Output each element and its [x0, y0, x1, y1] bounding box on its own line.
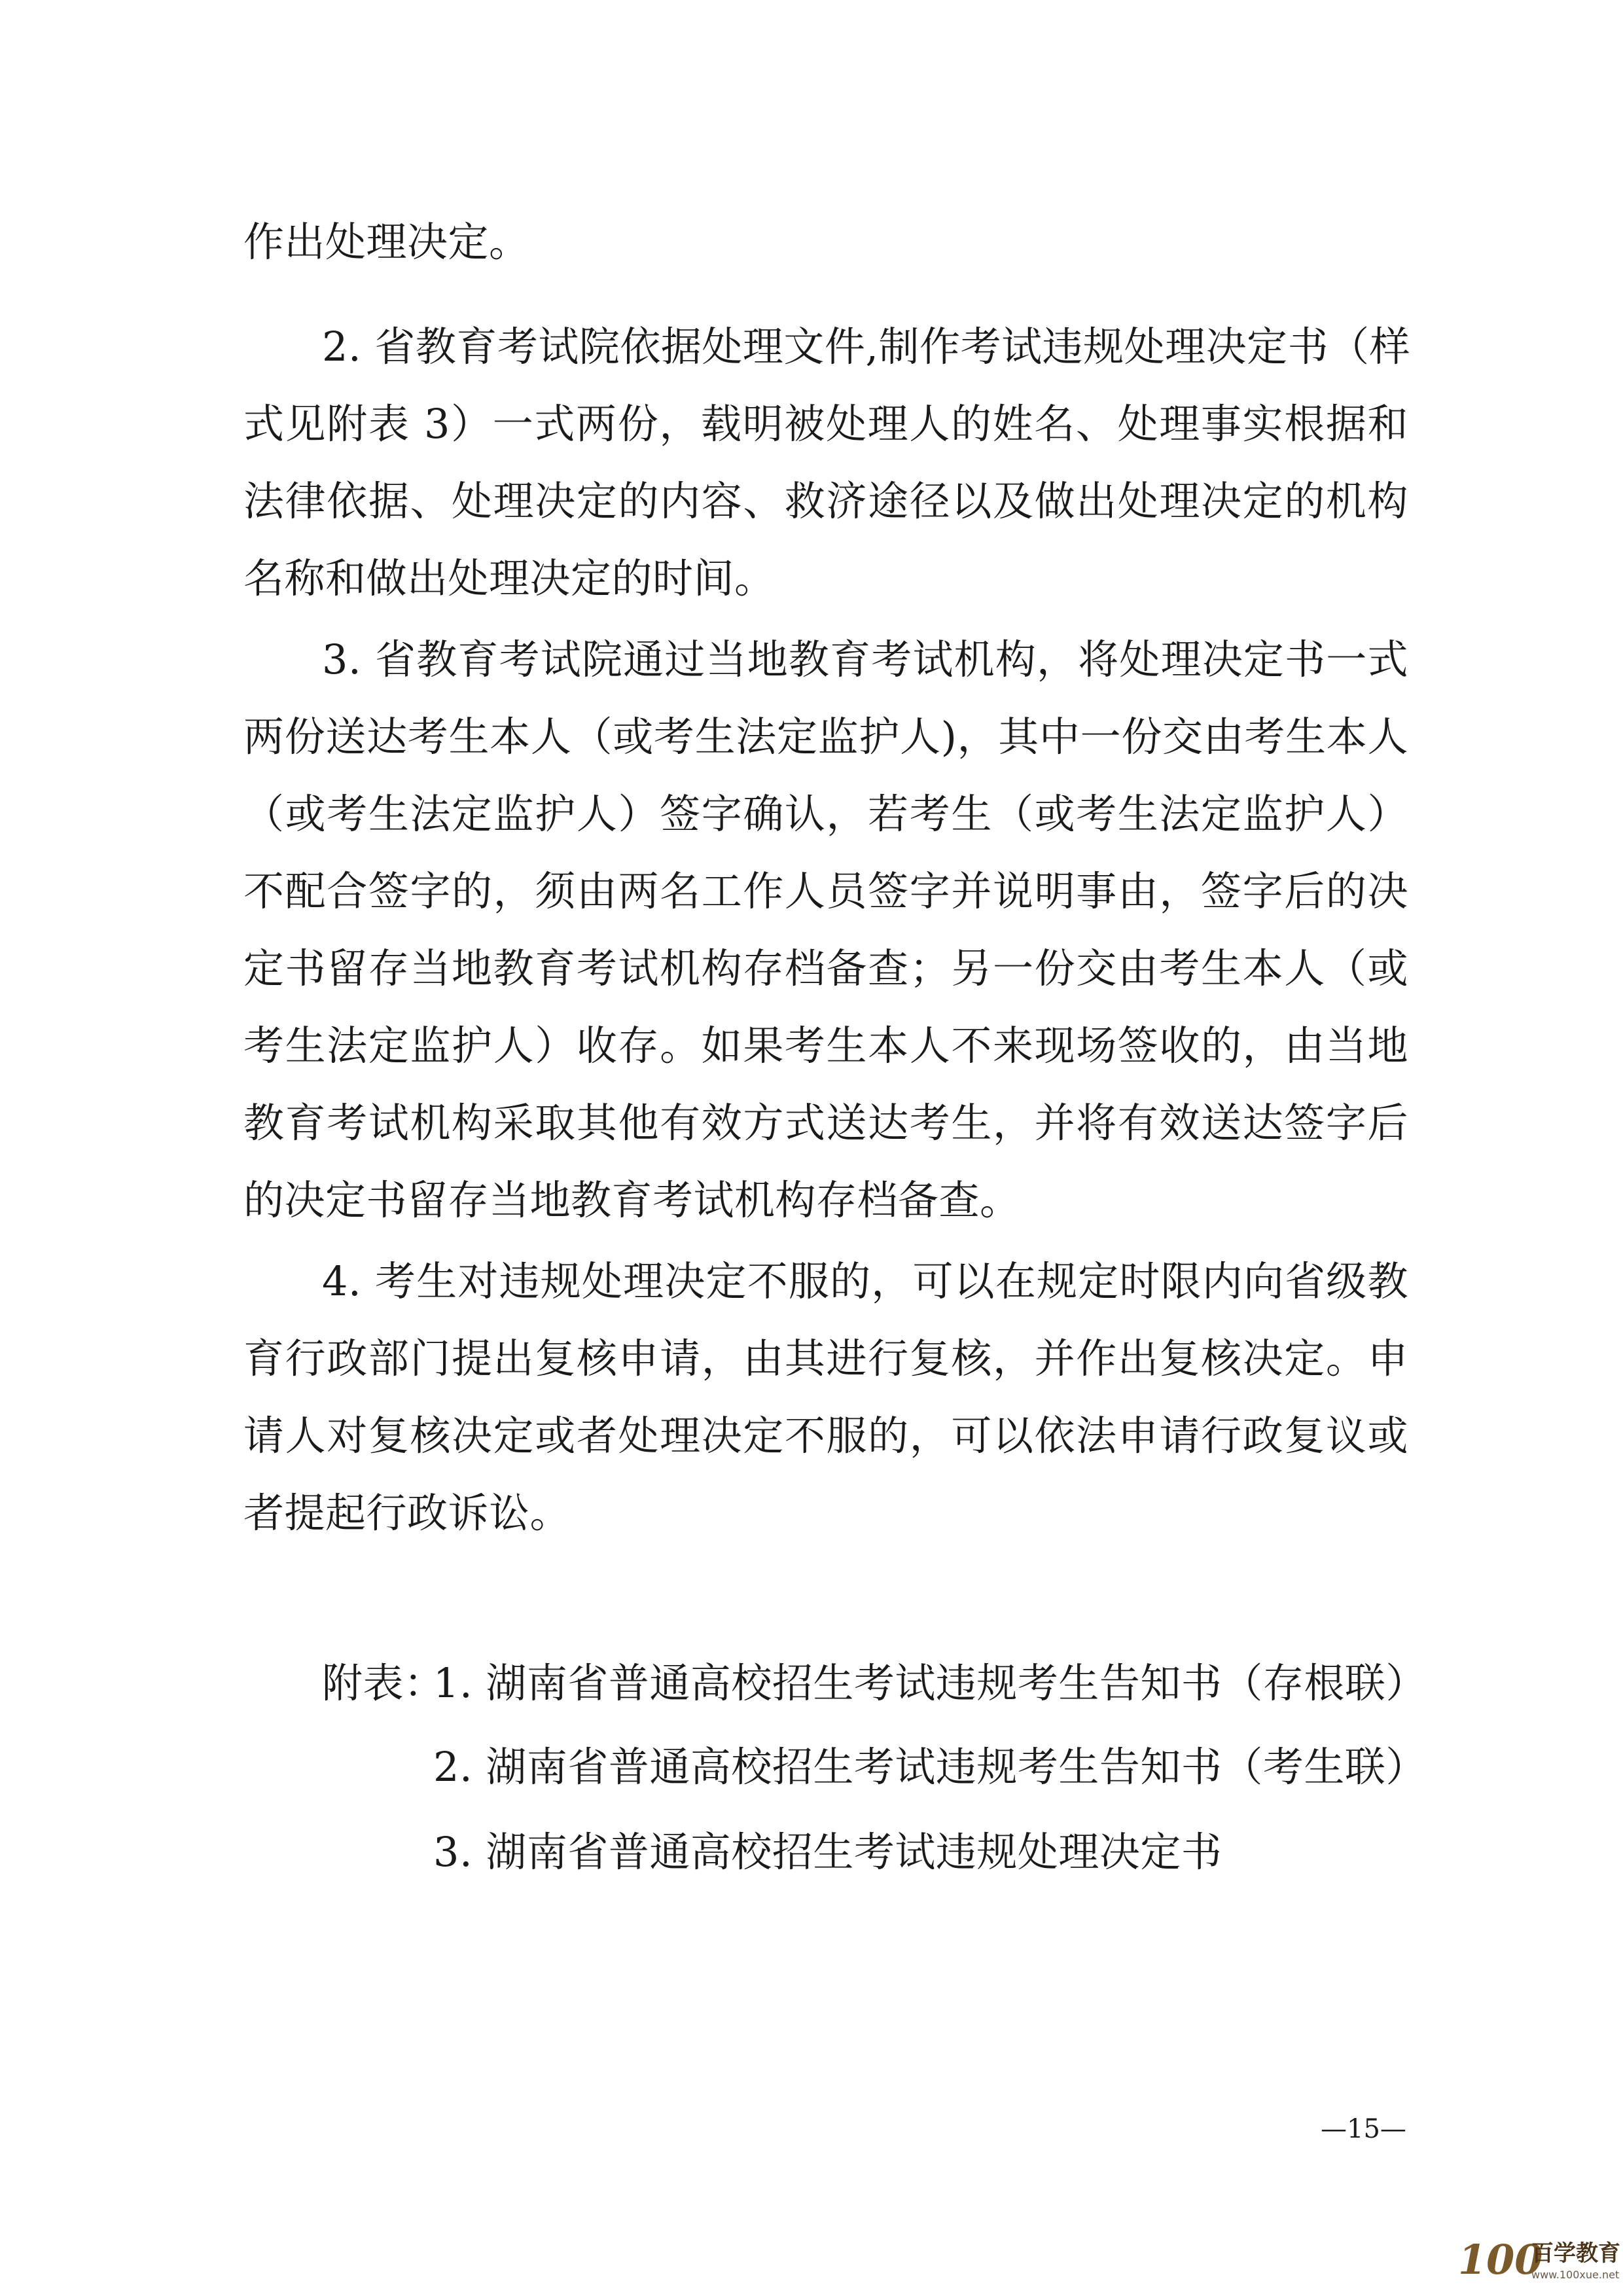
body-line-5: 名称和做出处理决定的时间。: [243, 554, 776, 602]
attachment-item-1: 1. 湖南省普通高校招生考试违规考生告知书（存根联）: [433, 1659, 1427, 1707]
body-line-16: 请人对复核决定或者处理决定不服的，可以依法申请行政复议或: [243, 1412, 1408, 1460]
body-line-12: 教育考试机构采取其他有效方式送达考生，并将有效送达签字后: [243, 1099, 1408, 1147]
attachment-item-2: 2. 湖南省普通高校招生考试违规考生告知书（考生联）: [433, 1743, 1427, 1791]
body-line-7: 两份送达考生本人（或考生法定监护人)，其中一份交由考生本人: [243, 713, 1408, 761]
body-line-13: 的决定书留存当地教育考试机构存档备查。: [243, 1176, 1021, 1224]
body-line-2: 2. 省教育考试院依据处理文件,制作考试违规处理决定书（样: [322, 323, 1411, 370]
body-line-11: 考生法定监护人）收存。如果考生本人不来现场签收的，由当地: [243, 1022, 1408, 1069]
body-line-9: 不配合签字的，须由两名工作人员签字并说明事由，签字后的决: [243, 867, 1408, 915]
body-line-10: 定书留存当地教育考试机构存档备查；另一份交由考生本人（或: [243, 944, 1408, 992]
page-number: —15—: [1321, 2114, 1406, 2144]
attachments-heading: 附表：: [322, 1659, 445, 1707]
body-line-15: 育行政部门提出复核申请，由其进行复核，并作出复核决定。申: [243, 1335, 1408, 1382]
body-line-1: 作出处理决定。: [243, 218, 530, 266]
body-line-8: （或考生法定监护人）签字确认，若考生（或考生法定监护人）: [243, 790, 1408, 838]
body-line-14: 4. 考生对违规处理决定不服的，可以在规定时限内向省级教: [322, 1257, 1408, 1305]
body-line-3: 式见附表 3）一式两份，载明被处理人的姓名、处理事实根据和: [243, 400, 1408, 448]
watermark-logo: [1458, 2236, 1620, 2286]
watermark-mark: 100: [1458, 2236, 1543, 2284]
body-line-17: 者提起行政诉讼。: [243, 1489, 571, 1537]
watermark-name: 百学教育: [1531, 2240, 1620, 2267]
attachment-item-3: 3. 湖南省普通高校招生考试违规处理决定书: [433, 1828, 1222, 1876]
body-line-6: 3. 省教育考试院通过当地教育考试机构，将处理决定书一式: [322, 636, 1408, 683]
body-line-4: 法律依据、处理决定的内容、救济途径以及做出处理决定的机构: [243, 477, 1408, 525]
watermark-url: www.100xue.net: [1531, 2269, 1620, 2281]
